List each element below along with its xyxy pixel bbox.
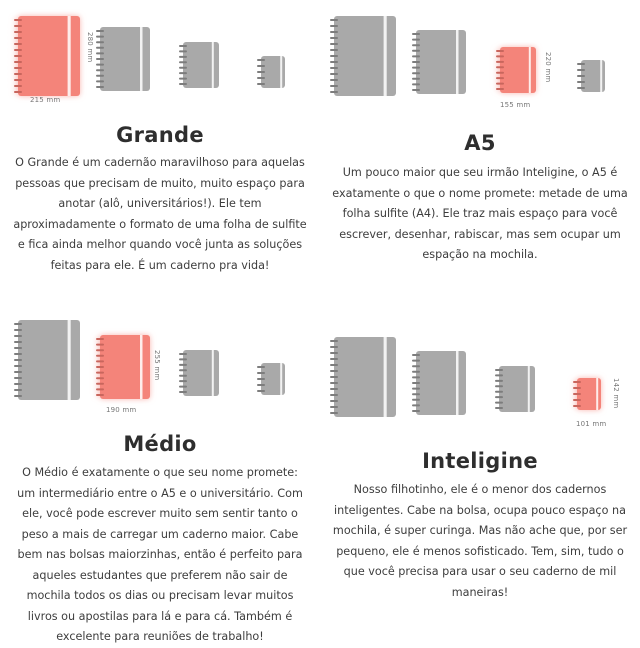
notebook-icon	[495, 366, 537, 412]
spiral-ring	[330, 400, 338, 402]
spiral-ring	[96, 377, 104, 379]
dimension-width-label: 101 mm	[576, 420, 607, 428]
dimension-width-label: 215 mm	[30, 96, 61, 104]
spiral-ring	[577, 69, 585, 71]
spiral-ring	[179, 72, 187, 74]
notebook-icon	[257, 56, 287, 88]
spiral-ring	[14, 371, 22, 373]
spiral-ring	[330, 61, 338, 63]
spiral-ring	[96, 52, 104, 54]
spiral-ring	[330, 55, 338, 57]
spiral-ring	[412, 33, 420, 35]
panel-description: Nosso filhotinho, ele é o menor dos cadernos inteligentes. Cabe na bolsa, ocupa pouco espaço na mochila, é super curinga. Mas não ache que, por ser pequeno, ele é menos sofisticado. Tem, sim, tudo o que você precisa para usar o seu caderno de mil maneiras!	[332, 483, 628, 599]
spiral-ring	[14, 353, 22, 355]
spiral-ring	[412, 39, 420, 41]
spiral-ring	[257, 65, 265, 67]
notebook-icon	[412, 351, 468, 415]
spiral-ring	[496, 66, 504, 68]
panel-title: Grande	[116, 123, 204, 147]
notebook-grande	[330, 16, 398, 96]
spiral-ring	[14, 43, 22, 45]
notebook-size-row	[320, 0, 640, 120]
notebook-icon	[496, 47, 538, 93]
spiral-ring	[96, 47, 104, 49]
spiral-ring	[96, 366, 104, 368]
spiral-ring	[179, 364, 187, 366]
spiral-ring	[257, 372, 265, 374]
notebook-elastic-band	[384, 16, 387, 96]
spiral-ring	[14, 335, 22, 337]
spiral-ring	[412, 354, 420, 356]
spiral-ring	[330, 352, 338, 354]
notebook-inteligine	[577, 60, 607, 92]
notebook-icon	[179, 350, 221, 396]
spiral-ring	[573, 405, 581, 407]
notebook-icon	[96, 27, 152, 91]
spiral-ring	[412, 382, 420, 384]
spiral-ring	[96, 64, 104, 66]
notebook-elastic-band	[280, 56, 282, 88]
panel-a5	[320, 0, 640, 320]
spiral-ring	[96, 355, 104, 357]
spiral-ring	[96, 86, 104, 88]
notebook-inteligine-highlighted	[573, 378, 603, 410]
panel-inteligine	[320, 320, 640, 640]
spiral-ring	[96, 394, 104, 396]
spiral-ring	[412, 404, 420, 406]
notebook-medio	[412, 30, 468, 94]
dimension-height-label: 280 mm	[86, 32, 94, 63]
spiral-ring	[330, 346, 338, 348]
panel-medio	[0, 320, 320, 643]
spiral-ring	[330, 388, 338, 390]
spiral-ring	[257, 71, 265, 73]
spiral-ring	[14, 341, 22, 343]
spiral-ring	[179, 67, 187, 69]
spiral-ring	[330, 382, 338, 384]
spiral-ring	[179, 380, 187, 382]
spiral-ring	[14, 359, 22, 361]
spiral-ring	[96, 80, 104, 82]
spiral-ring	[573, 387, 581, 389]
spiral-ring	[330, 364, 338, 366]
spiral-ring	[14, 383, 22, 385]
notebook-elastic-band	[68, 16, 71, 96]
spiral-ring	[412, 89, 420, 91]
notebook-elastic-band	[212, 42, 214, 88]
notebook-a5	[495, 366, 537, 412]
dimension-width-label: 155 mm	[500, 101, 531, 109]
spiral-ring	[577, 81, 585, 83]
spiral-ring	[330, 43, 338, 45]
spiral-ring	[330, 25, 338, 27]
spiral-ring	[179, 83, 187, 85]
notebook-size-row	[320, 320, 640, 440]
spiral-ring	[496, 83, 504, 85]
spiral-ring	[577, 63, 585, 65]
spiral-ring	[257, 77, 265, 79]
spiral-ring	[330, 37, 338, 39]
spiral-ring	[179, 78, 187, 80]
spiral-ring	[577, 87, 585, 89]
spiral-ring	[495, 385, 503, 387]
spiral-ring	[96, 344, 104, 346]
notebook-icon	[179, 42, 221, 88]
spiral-ring	[330, 376, 338, 378]
spiral-ring	[330, 370, 338, 372]
spiral-ring	[496, 50, 504, 52]
notebook-cover	[334, 16, 396, 96]
spiral-ring	[96, 30, 104, 32]
notebook-cover	[334, 337, 396, 417]
spiral-ring	[96, 388, 104, 390]
spiral-ring	[412, 78, 420, 80]
spiral-ring	[495, 380, 503, 382]
spiral-ring	[14, 85, 22, 87]
spiral-ring	[412, 50, 420, 52]
spiral-ring	[179, 50, 187, 52]
spiral-ring	[412, 365, 420, 367]
spiral-ring	[14, 61, 22, 63]
panel-title: A5	[464, 131, 496, 155]
spiral-ring	[14, 25, 22, 27]
panel-grande	[0, 0, 320, 320]
spiral-ring	[96, 349, 104, 351]
spiral-ring	[257, 378, 265, 380]
spiral-ring	[412, 371, 420, 373]
spiral-ring	[495, 407, 503, 409]
notebook-a5	[179, 42, 221, 88]
spiral-ring	[96, 360, 104, 362]
panel-title: Inteligine	[422, 449, 538, 473]
spiral-ring	[14, 377, 22, 379]
spiral-ring	[330, 67, 338, 69]
spiral-ring	[330, 73, 338, 75]
notebook-elastic-band	[140, 335, 143, 399]
notebook-elastic-band	[600, 60, 602, 92]
spiral-ring	[14, 91, 22, 93]
spiral-ring	[96, 372, 104, 374]
notebook-a5	[179, 350, 221, 396]
spiral-ring	[330, 394, 338, 396]
spiral-ring	[573, 393, 581, 395]
spiral-ring	[495, 369, 503, 371]
notebook-elastic-band	[140, 27, 143, 91]
notebook-icon	[14, 16, 82, 96]
notebook-icon	[330, 337, 398, 417]
spiral-ring	[179, 56, 187, 58]
spiral-ring	[412, 360, 420, 362]
notebook-medio-highlighted	[96, 335, 152, 399]
spiral-ring	[412, 44, 420, 46]
spiral-ring	[14, 329, 22, 331]
spiral-ring	[412, 67, 420, 69]
spiral-ring	[179, 369, 187, 371]
spiral-ring	[412, 83, 420, 85]
spiral-ring	[179, 45, 187, 47]
panel-title: Médio	[123, 432, 197, 456]
panel-description: O Médio é exatamente o que seu nome promete: um intermediário entre o A5 e o universitário. Com ele, você pode escrever muito sem sentir tanto o peso a mais de carregar um caderno maior. Cabe bem nas bolsas maiorzinhas, então é perfeito para aqueles estudantes que preferem não sair de mochila todos os dias ou precisam levar muitos livros ou apostilas para lá e para cá. Também é excelente para reuniões de trabalho!	[17, 466, 303, 643]
spiral-ring	[96, 338, 104, 340]
spiral-ring	[330, 91, 338, 93]
spiral-ring	[495, 391, 503, 393]
spiral-ring	[96, 36, 104, 38]
spiral-ring	[496, 61, 504, 63]
notebook-elastic-band	[528, 366, 530, 412]
spiral-ring	[412, 376, 420, 378]
notebook-grande	[330, 337, 398, 417]
spiral-ring	[14, 37, 22, 39]
spiral-ring	[412, 72, 420, 74]
notebook-elastic-band	[596, 378, 598, 410]
spiral-ring	[330, 340, 338, 342]
notebook-medio	[412, 351, 468, 415]
spiral-ring	[179, 358, 187, 360]
spiral-ring	[96, 75, 104, 77]
spiral-ring	[179, 391, 187, 393]
notebook-inteligine	[257, 56, 287, 88]
spiral-ring	[14, 347, 22, 349]
notebook-size-row	[0, 320, 320, 440]
spiral-ring	[496, 55, 504, 57]
spiral-ring	[496, 72, 504, 74]
spiral-ring	[14, 67, 22, 69]
dimension-height-label: 255 mm	[153, 350, 161, 381]
notebook-icon	[14, 320, 82, 400]
spiral-ring	[179, 61, 187, 63]
notebook-icon	[577, 60, 607, 92]
spiral-ring	[577, 75, 585, 77]
spiral-ring	[330, 49, 338, 51]
spiral-ring	[412, 55, 420, 57]
notebook-a5-highlighted	[496, 47, 538, 93]
notebook-elastic-band	[456, 30, 459, 94]
notebook-elastic-band	[280, 363, 282, 395]
notebook-grande	[14, 320, 82, 400]
dimension-height-label: 220 mm	[544, 52, 552, 83]
notebook-icon	[412, 30, 468, 94]
spiral-ring	[14, 365, 22, 367]
spiral-ring	[14, 31, 22, 33]
spiral-ring	[96, 41, 104, 43]
dimension-height-label: 142 mm	[612, 378, 620, 409]
spiral-ring	[330, 19, 338, 21]
notebook-elastic-band	[212, 350, 214, 396]
spiral-ring	[14, 389, 22, 391]
notebook-icon	[573, 378, 603, 410]
spiral-ring	[257, 83, 265, 85]
spiral-ring	[179, 386, 187, 388]
spiral-ring	[257, 59, 265, 61]
notebook-inteligine	[257, 363, 287, 395]
spiral-ring	[14, 49, 22, 51]
spiral-ring	[412, 388, 420, 390]
notebook-elastic-band	[456, 351, 459, 415]
spiral-ring	[257, 384, 265, 386]
panel-description: O Grande é um cadernão maravilhoso para aquelas pessoas que precisam de muito, muito espaço para anotar (alô, universitários!). Ele tem aproximadamente o formato de uma folha de sulfite e fica ainda melhor quando você junta as soluções feitas para ele. É um caderno pra vida!	[13, 156, 307, 272]
spiral-ring	[330, 31, 338, 33]
spiral-ring	[96, 58, 104, 60]
spiral-ring	[412, 393, 420, 395]
spiral-ring	[14, 323, 22, 325]
spiral-ring	[495, 396, 503, 398]
spiral-ring	[96, 383, 104, 385]
spiral-ring	[14, 19, 22, 21]
spiral-ring	[330, 406, 338, 408]
notebook-size-row	[0, 0, 320, 120]
spiral-ring	[573, 399, 581, 401]
spiral-ring	[412, 399, 420, 401]
spiral-ring	[412, 410, 420, 412]
notebook-elastic-band	[68, 320, 71, 400]
spiral-ring	[495, 374, 503, 376]
panel-description: Um pouco maior que seu irmão Inteligine, o A5 é exatamente o que o nome promete: metade de uma folha sulfite (A4). Ele traz mais espaço para você escrever, desenhar, rabiscar, mas sem ocupar um espação na mochila.	[332, 166, 628, 261]
spiral-ring	[496, 88, 504, 90]
notebook-elastic-band	[529, 47, 531, 93]
spiral-ring	[330, 358, 338, 360]
notebook-icon	[96, 335, 152, 399]
notebook-medio	[96, 27, 152, 91]
notebook-icon	[330, 16, 398, 96]
spiral-ring	[573, 381, 581, 383]
spiral-ring	[179, 353, 187, 355]
spiral-ring	[14, 79, 22, 81]
spiral-ring	[257, 366, 265, 368]
spiral-ring	[14, 395, 22, 397]
notebook-grande-highlighted	[14, 16, 82, 96]
spiral-ring	[14, 55, 22, 57]
spiral-ring	[96, 69, 104, 71]
spiral-ring	[330, 79, 338, 81]
spiral-ring	[412, 61, 420, 63]
notebook-elastic-band	[384, 337, 387, 417]
spiral-ring	[330, 85, 338, 87]
spiral-ring	[495, 402, 503, 404]
notebook-icon	[257, 363, 287, 395]
spiral-ring	[14, 73, 22, 75]
dimension-width-label: 190 mm	[106, 406, 137, 414]
spiral-ring	[257, 390, 265, 392]
spiral-ring	[496, 77, 504, 79]
spiral-ring	[330, 412, 338, 414]
spiral-ring	[179, 375, 187, 377]
